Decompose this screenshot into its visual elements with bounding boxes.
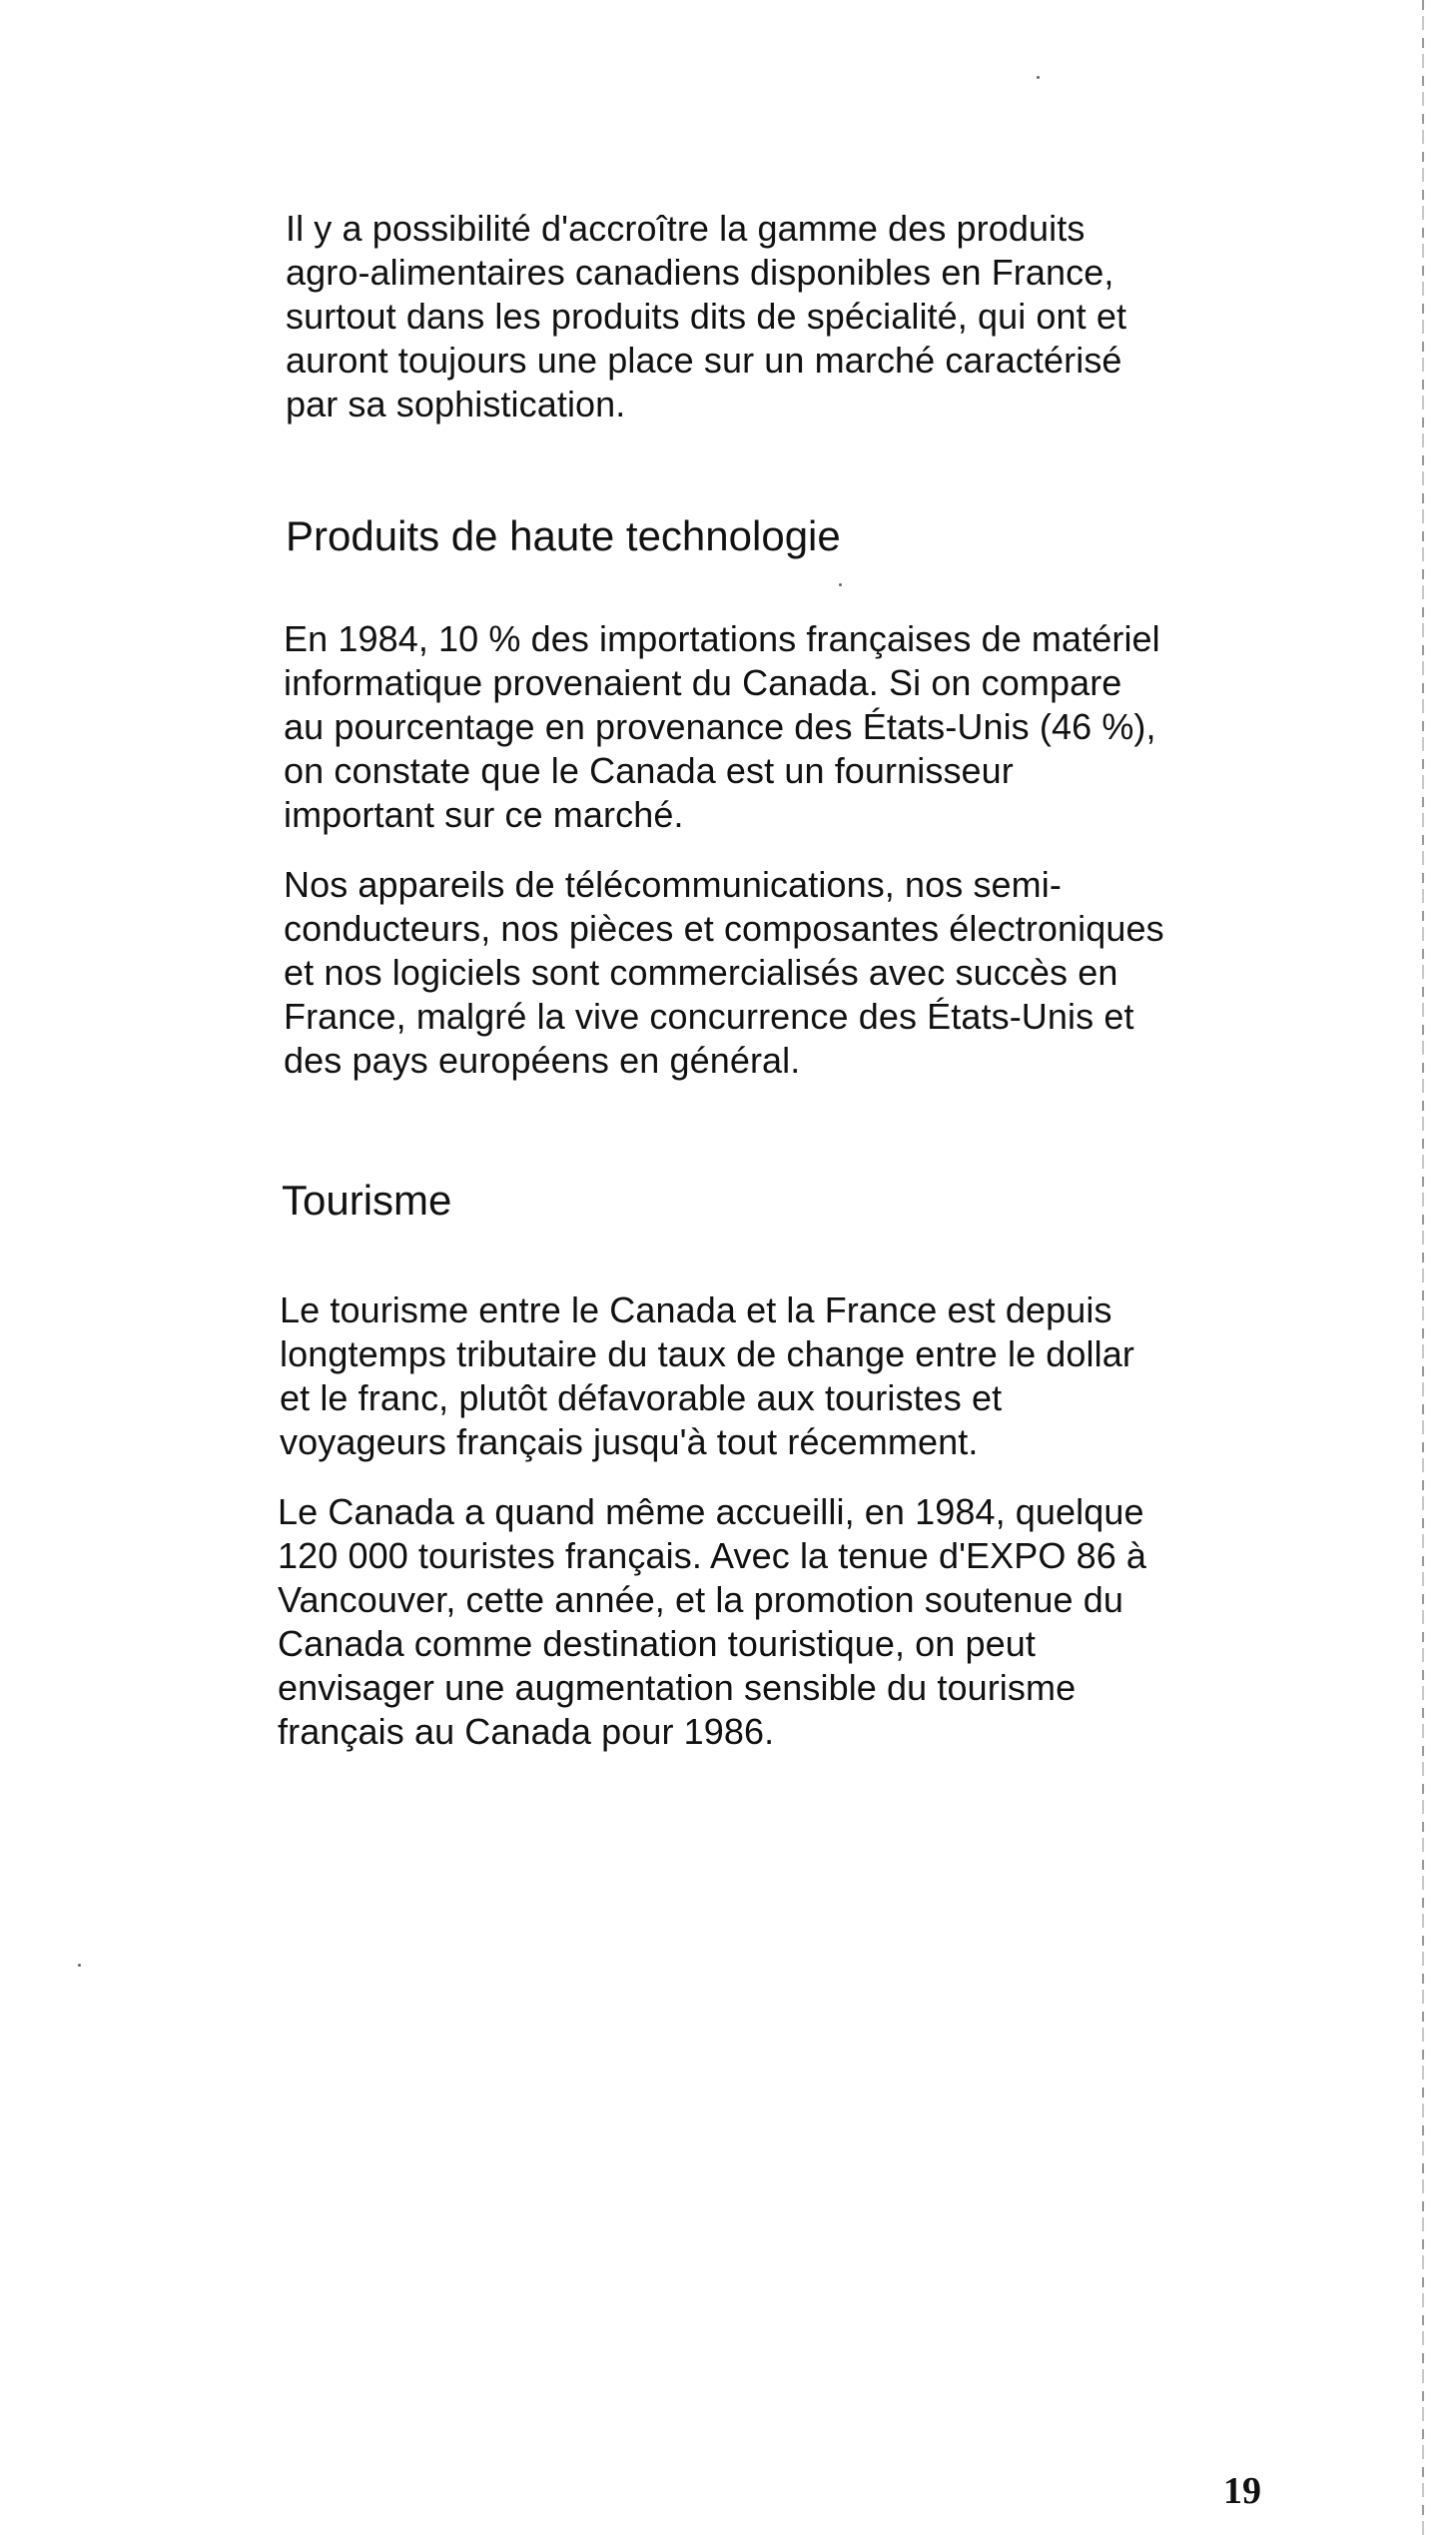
- tourism-section: [280, 1288, 1338, 1464]
- tourism-heading: Tourisme: [282, 1177, 452, 1224]
- scan-speck: [78, 1964, 81, 1967]
- high-tech-paragraph-2: Nos appareils de télécommunications, nos semi- conducteurs, nos pièces et composantes électroniques et nos logiciels sont commercialisés avec succès en France, malgré la vive concurrence des États-Unis et des pays européens en général.: [284, 864, 1164, 1081]
- high-tech-section: [284, 617, 1342, 837]
- high-tech-heading: Produits de haute technologie: [286, 512, 841, 559]
- page-number: 19: [1223, 2470, 1261, 2512]
- scan-speck: [1037, 76, 1040, 79]
- scan-speck: [839, 583, 842, 586]
- high-tech-paragraph-1: En 1984, 10 % des importations françaises de matériel informatique provenaient du Canada. Si on compare au pourcentage en provenance des États-Unis (46 %), on constate que le Canada est un fournisseur important sur ce marché.: [284, 618, 1160, 835]
- tourism-paragraph-1: Le tourisme entre le Canada et la France est depuis longtemps tributaire du taux de change entre le dollar et le franc, plutôt défavorable aux touristes et voyageurs français jusqu'à tout récemment.: [280, 1289, 1134, 1462]
- intro-section: [286, 207, 1344, 426]
- tourism-section-2: [278, 1490, 1336, 1754]
- tourism-paragraph-2: Le Canada a quand même accueilli, en 1984, quelque 120 000 touristes français. Avec la tenue d'EXPO 86 à Vancouver, cette année, et la promotion soutenue du Canada comme destination touristique, on peut envisager une augmentation sensible du tourisme français au Canada pour 1986.: [278, 1491, 1147, 1752]
- intro-paragraph: Il y a possibilité d'accroître la gamme des produits agro-alimentaires canadiens disponibles en France, surtout dans les produits dits de spécialité, qui ont et auront toujours une place sur un marché caractérisé par sa sophistication.: [286, 208, 1127, 424]
- page-edge-line: [1422, 0, 1424, 2535]
- high-tech-section-2: [284, 863, 1342, 1083]
